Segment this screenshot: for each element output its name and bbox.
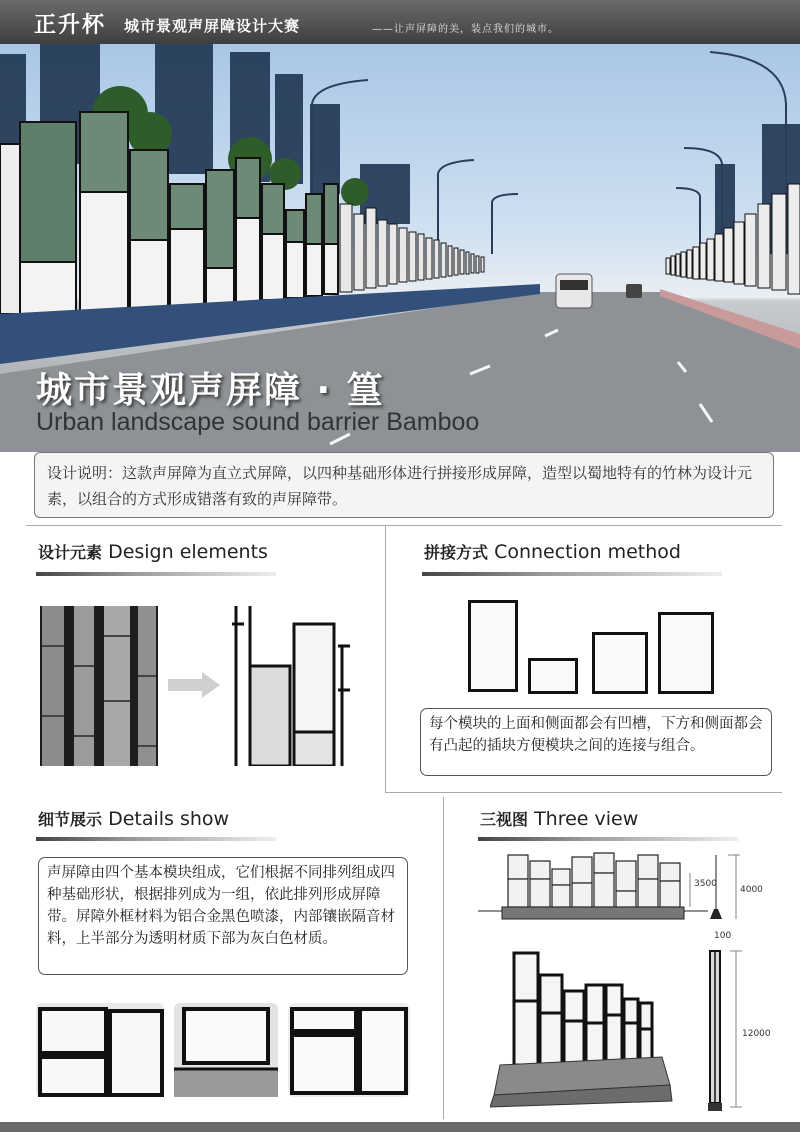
design-elements-title: 设计元素 Design elements [38, 541, 268, 563]
connection-rule [422, 572, 722, 576]
details-note: 声屏障由四个基本模块组成，它们根据不同排列组成四种基础形状，根据排列成为一组，依此排列形成屏障带。屏障外框材料为铝合金黑色喷漆，内部镶嵌隔音材料，上半部分为透明材质下部为灰白色材质。 [38, 857, 408, 975]
design-elements-rule [36, 572, 276, 576]
three-view-title: 三视图 Three view [480, 808, 639, 830]
brand-title: 正升杯 [34, 13, 107, 38]
contest-slogan: ——让声屏障的美，装点我们的城市。 [372, 24, 559, 35]
contest-title: 城市景观声屏障设计大赛 [124, 17, 301, 35]
connection-note: 每个模块的上面和侧面都会有凹槽，下方和侧面都会有凸起的插块方便模块之间的连接与组合。 [420, 708, 772, 776]
dim-length-12000: 12000 [742, 1029, 771, 1039]
connection-title: 拼接方式 Connection method [424, 541, 681, 563]
detail-render-base [174, 1003, 278, 1097]
module-medium [658, 612, 714, 694]
module-square [592, 632, 648, 694]
connection-panel [386, 525, 782, 793]
dim-width-100: 100 [714, 931, 732, 941]
module-short [528, 658, 578, 694]
three-view-panel [444, 797, 782, 1119]
design-description: 设计说明：这款声屏障为直立式屏障，以四种基础形体进行拼接形成屏障，造型以蜀地特有的竹林为设计元素，以组合的方式形成错落有致的声屏障带。 [34, 452, 774, 518]
details-title: 细节展示 Details show [38, 808, 230, 830]
footer-bar [0, 1122, 800, 1132]
detail-render-joint [288, 1003, 410, 1097]
perspective-view-drawing [490, 945, 680, 1109]
header-bar [0, 0, 800, 44]
details-panel [26, 797, 444, 1119]
front-view-drawing [478, 847, 778, 931]
hero-title-cn: 城市景观声屏障 · 篁 [36, 370, 385, 411]
dim-height-3500: 3500 [694, 879, 717, 889]
module-tall [468, 600, 518, 692]
arrow-right-icon [168, 672, 220, 698]
design-elements-panel [26, 525, 386, 793]
bamboo-photo [40, 606, 158, 766]
three-view-rule [478, 837, 738, 841]
hero-render [0, 44, 800, 452]
detail-render-corner [36, 1003, 164, 1097]
module-abstraction-drawing [232, 606, 352, 766]
details-rule [36, 837, 276, 841]
dim-height-4000: 4000 [740, 885, 763, 895]
hero-title-en: Urban landscape sound barrier Bamboo [36, 408, 480, 436]
